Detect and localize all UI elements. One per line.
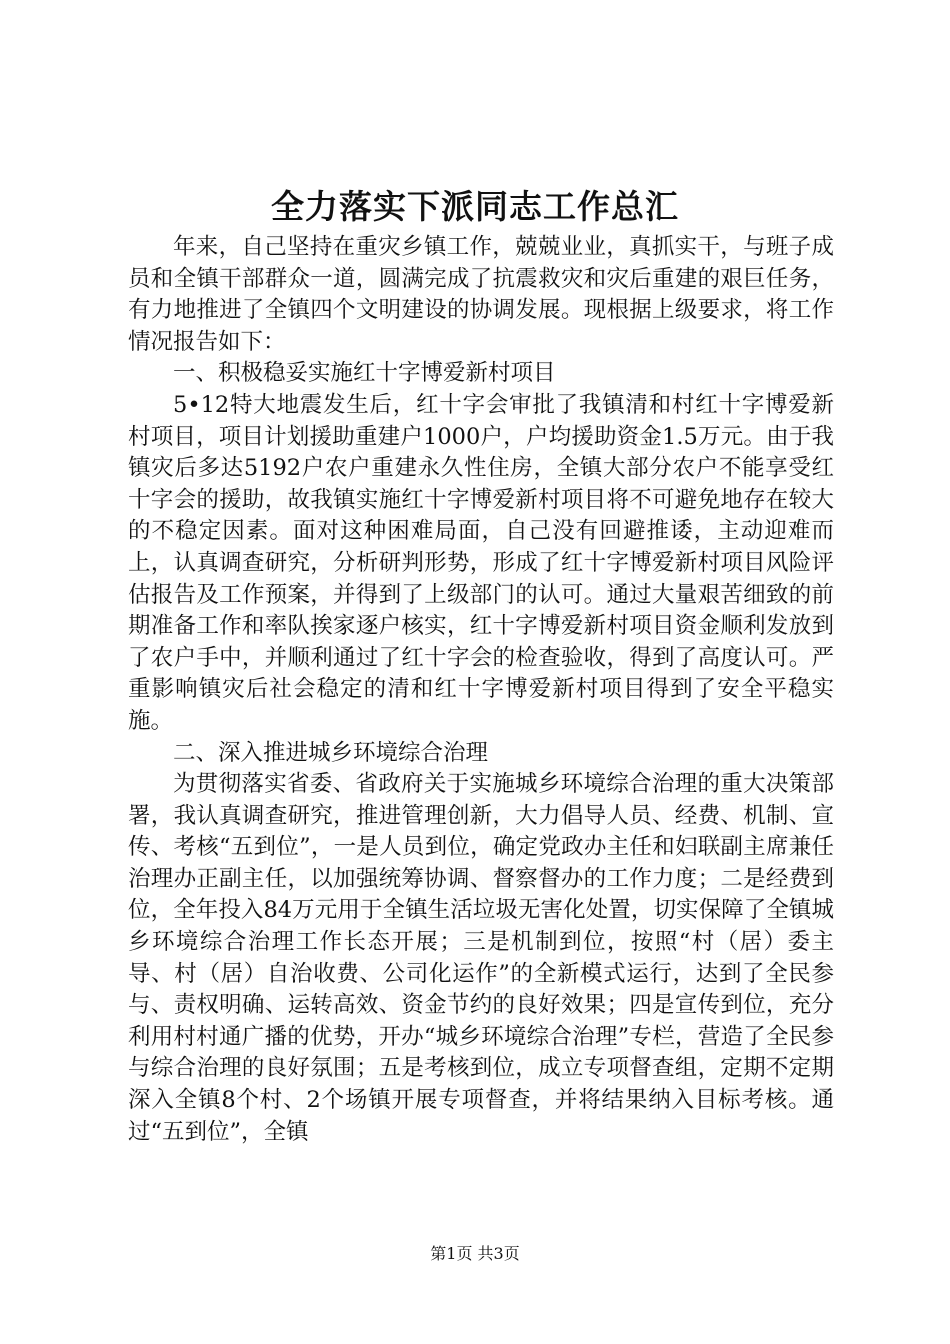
section-heading-1: 一、积极稳妥实施红十字博爱新村项目 <box>173 360 556 387</box>
section-1-paragraph: 5•12特大地震发生后，红十字会审批了我镇清和村红十字博爱新村项目，项目计划援助重建户1000户，户均援助资金1.5万元。由于我镇灾后多达5192户农户重建永久性住房，全镇大部分农户不能享受红十字会的援助，故我镇实施红十字博爱新村项目将不可避免地存在较大的不稳定因素。面对这种困难局面，自己没有回避推诿，主动迎难而上，认真调查研究，分析研判形势，形成了红十字博爱新村项目风险评估报告及工作预案，并得到了上级部门的认可。通过大量艰苦细致的前期准备工作和率队挨家逐户核实，红十字博爱新村项目资金顺利发放到了农户手中，并顺利通过了红十字会的检查验收，得到了高度认可。严重影响镇灾后社会稳定的清和红十字博爱新村项目得到了安全平稳实施。 <box>128 391 834 734</box>
document-title: 全力落实下派同志工作总汇 <box>271 187 679 226</box>
section-2-paragraph: 为贯彻落实省委、省政府关于实施城乡环境综合治理的重大决策部署，我认真调查研究，推进管理创新，大力倡导人员、经费、机制、宣传、考核“五到位”，一是人员到位，确定党政办主任和妇联副主席兼任治理办正副主任，以加强统筹协调、督察督办的工作力度；二是经费到位，全年投入84万元用于全镇生活垃圾无害化处置，切实保障了全镇城乡环境综合治理工作长态开展；三是机制到位，按照“村（居）委主导、村（居）自治收费、公司化运作”的全新模式运行，达到了全民参与、责权明确、运转高效、资金节约的良好效果；四是宣传到位，充分利用村村通广播的优势，开办“城乡环境综合治理”专栏，营造了全民参与综合治理的良好氛围；五是考核到位，成立专项督查组，定期不定期深入全镇8个村、2个场镇开展专项督查，并将结果纳入目标考核。通过“五到位”，全镇 <box>128 771 834 1145</box>
document-body <box>128 232 834 1148</box>
page-footer: 第1页 共3页 <box>430 1244 520 1263</box>
section-heading-2: 二、深入推进城乡环境综合治理 <box>173 739 489 766</box>
intro-paragraph: 年来，自己坚持在重灾乡镇工作，兢兢业业，真抓实干，与班子成员和全镇干部群众一道，圆满完成了抗震救灾和灾后重建的艰巨任务，有力地推进了全镇四个文明建设的协调发展。现根据上级要求，将工作情况报告如下： <box>128 234 834 355</box>
